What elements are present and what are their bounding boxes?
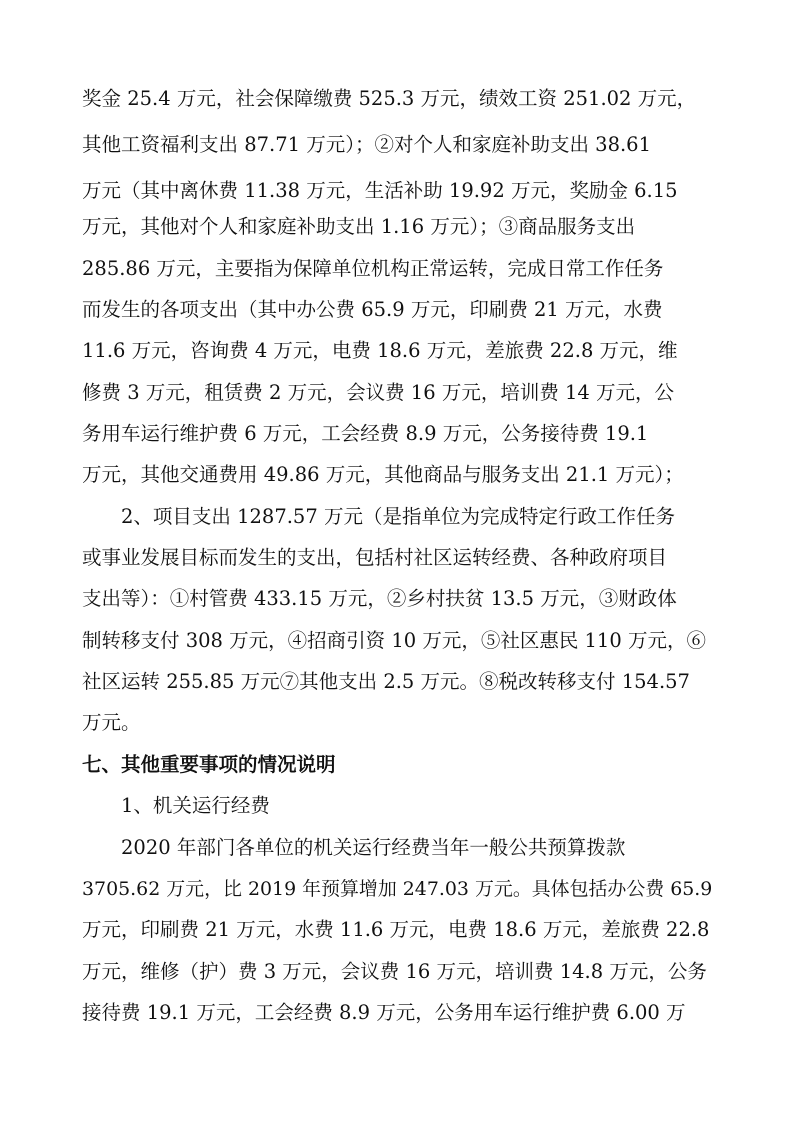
body-text-line: 社区运转 255.85 万元⑦其他支出 2.5 万元。⑧税改转移支付 154.57 — [82, 670, 690, 693]
paragraph-start-line: 2020 年部门各单位的机关运行经费当年一般公共预算拨款 — [121, 836, 626, 859]
body-text-line: 制转移支付 308 万元，④招商引资 10 万元，⑤社区惠民 110 万元，⑥ — [82, 629, 706, 652]
body-text-line: 285.86 万元，主要指为保障单位机构正常运转，完成日常工作任务 — [82, 257, 664, 280]
body-text-line: 接待费 19.1 万元，工会经费 8.9 万元，公务用车运行维护费 6.00 万 — [82, 1001, 686, 1024]
body-text-line: 务用车运行维护费 6 万元，工会经费 8.9 万元，公务接待费 19.1 — [82, 422, 649, 445]
body-text-line: 万元，其他对个人和家庭补助支出 1.16 万元）；③商品服务支出 — [82, 215, 636, 238]
body-text-line: 或事业发展目标而发生的支出，包括村社区运转经费、各种政府项目 — [82, 546, 668, 569]
body-text-line: 支出等）：①村管费 433.15 万元，②乡村扶贫 13.5 万元，③财政体 — [82, 587, 677, 610]
body-text-line: 11.6 万元，咨询费 4 万元，电费 18.6 万元，差旅费 22.8 万元，维 — [82, 339, 678, 362]
paragraph-start-line: 2、项目支出 1287.57 万元（是指单位为完成特定行政工作任务 — [121, 505, 675, 528]
section-heading: 七、其他重要事项的情况说明 — [82, 753, 336, 776]
body-text-line: 万元，印刷费 21 万元，水费 11.6 万元，电费 18.6 万元，差旅费 22.8 — [82, 918, 710, 941]
body-text-line: 修费 3 万元，租赁费 2 万元，会议费 16 万元，培训费 14 万元，公 — [82, 381, 675, 404]
body-text-line: 万元。 — [82, 711, 141, 734]
body-text-line: 其他工资福利支出 87.71 万元）；②对个人和家庭补助支出 38.61 — [82, 133, 651, 156]
body-text-line: 奖金 25.4 万元，社会保障缴费 525.3 万元，绩效工资 251.02 万元， — [82, 87, 697, 110]
subsection-heading: 1、机关运行经费 — [121, 794, 270, 817]
body-text-line: 3705.62 万元，比 2019 年预算增加 247.03 万元。具体包括办公费 65.9 — [82, 878, 713, 900]
body-text-line: 万元，维修（护）费 3 万元，会议费 16 万元，培训费 14.8 万元，公务 — [82, 960, 707, 983]
body-text-line: 而发生的各项支出（其中办公费 65.9 万元，印刷费 21 万元，水费 — [82, 298, 663, 321]
body-text-line: 万元，其他交通费用 49.86 万元，其他商品与服务支出 21.1 万元）； — [82, 463, 684, 486]
body-text-line: 万元（其中离休费 11.38 万元，生活补助 19.92 万元，奖励金 6.15 — [82, 179, 678, 202]
